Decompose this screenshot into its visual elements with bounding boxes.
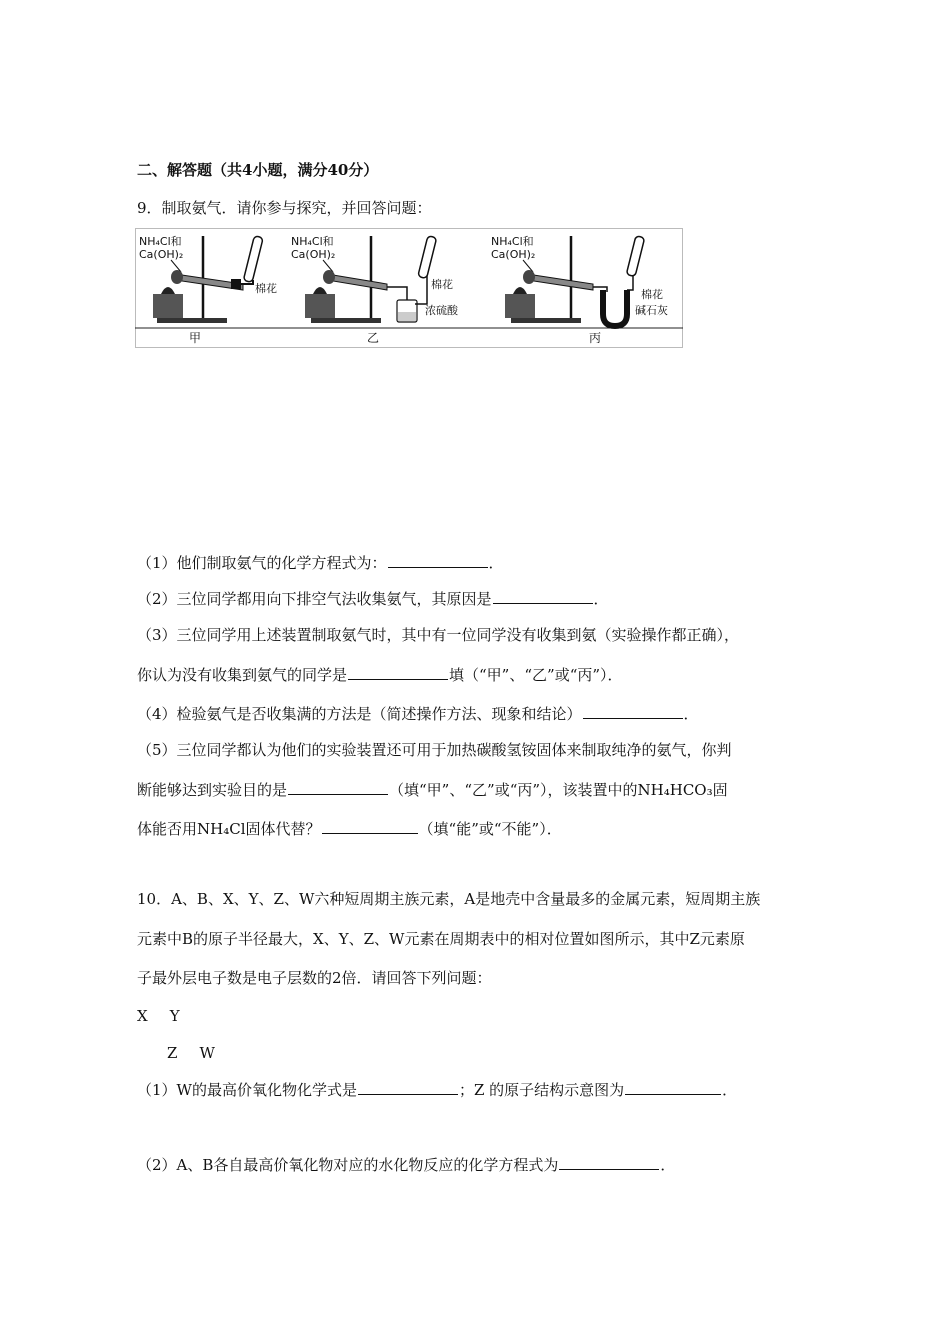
- answer-blank-q10-2[interactable]: [559, 1155, 659, 1170]
- q9-part5-text: 断能够达到实验目的是: [137, 781, 288, 799]
- apparatus-figure: [135, 228, 683, 348]
- element-y: Y: [169, 1007, 180, 1025]
- q9-part5-line3: [137, 819, 562, 839]
- q9-part1: [137, 553, 504, 573]
- q9-part2: [137, 589, 609, 609]
- q9-part3-line2: [137, 665, 623, 685]
- q9-part3-text: 你认为没有收集到氨气的同学是: [137, 666, 348, 684]
- reagent-label-jia-1: NH₄Cl和: [139, 235, 182, 248]
- q10-line1: 10．A、B、X、Y、Z、W六种短周期主族元素，A是地壳中含量最多的金属元素，短周期主族: [137, 890, 761, 908]
- periodic-table-row1: [137, 1006, 180, 1026]
- reagent-label-bing-1: NH₄Cl和: [491, 235, 534, 248]
- q9-part3-end: 填（“甲”、“乙”或“丙”）．: [449, 666, 623, 684]
- q9-part3-line1: （3）三位同学用上述装置制取氨气时，其中有一位同学没有收集到氨（实验操作都正确），: [137, 626, 740, 644]
- q9-part4: [137, 704, 699, 724]
- answer-blank-q9-1[interactable]: [388, 553, 488, 568]
- q9-part4-end: ．: [683, 705, 699, 723]
- label-yi: 乙: [367, 331, 380, 345]
- q9-part5-line3-mid: 固体代替？: [245, 820, 321, 838]
- q10-part1-end: ．: [722, 1081, 738, 1099]
- answer-blank-q10-1b[interactable]: [625, 1080, 721, 1095]
- answer-blank-q9-5b[interactable]: [322, 819, 418, 834]
- cotton-label-bing: 棉花: [641, 288, 663, 301]
- q9-part2-text: （2）三位同学都用向下排空气法收集氨气，其原因是: [137, 590, 492, 608]
- q10-line3: 子最外层电子数是电子层数的2倍．请回答下列问题：: [137, 969, 492, 987]
- section-title: 二、解答题（共4小题，满分40分）: [137, 161, 379, 179]
- q9-part5-line1: （5）三位同学都认为他们的实验装置还可用于加热碳酸氢铵固体来制取纯净的氨气，你判: [137, 741, 732, 759]
- q9-part5-mid: （填“甲”、“乙”或“丙”），该装置中的: [389, 781, 638, 799]
- answer-blank-q9-5a[interactable]: [288, 780, 388, 795]
- reagent-label-bing-2: Ca(OH)₂: [491, 248, 536, 261]
- cotton-label-jia: 棉花: [255, 282, 277, 295]
- reagent-label-yi-2: Ca(OH)₂: [291, 248, 336, 261]
- element-z: Z: [167, 1044, 178, 1062]
- nh4cl-formula: NH₄Cl: [197, 820, 246, 838]
- q10-part1-mid: ；Z 的原子结构示意图为: [458, 1081, 625, 1099]
- answer-blank-q9-3[interactable]: [348, 665, 448, 680]
- nh4hco3-formula: NH₄HCO₃: [637, 781, 713, 799]
- q9-part1-text: （1）他们制取氨气的化学方程式为：: [137, 554, 387, 572]
- q10-part2-end: ．: [660, 1156, 676, 1174]
- q9-part5-line3-end: （填“能”或“不能”）．: [418, 820, 562, 838]
- answer-blank-q9-2[interactable]: [493, 589, 593, 604]
- periodic-table-row2: [167, 1043, 215, 1063]
- q9-part5-line3-text: 体能否用: [137, 820, 198, 838]
- reagent-label-jia-2: Ca(OH)₂: [139, 248, 184, 261]
- q9-part4-text: （4）检验氨气是否收集满的方法是（简述操作方法、现象和结论）: [137, 705, 582, 723]
- reagent-label-yi-1: NH₄Cl和: [291, 235, 334, 248]
- q9-intro: 9．制取氨气．请你参与探究，并回答问题：: [137, 199, 432, 217]
- q10-part1: [137, 1080, 737, 1100]
- answer-blank-q10-1a[interactable]: [358, 1080, 458, 1095]
- q10-part2: [137, 1155, 675, 1175]
- q9-part1-end: ．: [488, 554, 504, 572]
- q9-part2-end: ．: [593, 590, 609, 608]
- cotton-label-yi: 棉花: [431, 278, 453, 291]
- element-w: W: [199, 1044, 215, 1062]
- q10-part1-text: （1）W的最高价氧化物化学式是: [137, 1081, 357, 1099]
- q10-line2: 元素中B的原子半径最大，X、Y、Z、W元素在周期表中的相对位置如图所示，其中Z元素原: [137, 930, 745, 948]
- answer-blank-q9-4[interactable]: [583, 704, 683, 719]
- label-bing: 丙: [589, 331, 602, 345]
- q10-part2-text: （2）A、B各自最高价氧化物对应的水化物反应的化学方程式为: [137, 1156, 559, 1174]
- q9-part5-solid: 固: [712, 781, 728, 799]
- lime-label: 碱石灰: [635, 304, 668, 317]
- acid-label: 浓硫酸: [425, 304, 458, 317]
- element-x: X: [137, 1007, 148, 1025]
- label-jia: 甲: [189, 331, 202, 345]
- q9-part5-line2: [137, 780, 728, 800]
